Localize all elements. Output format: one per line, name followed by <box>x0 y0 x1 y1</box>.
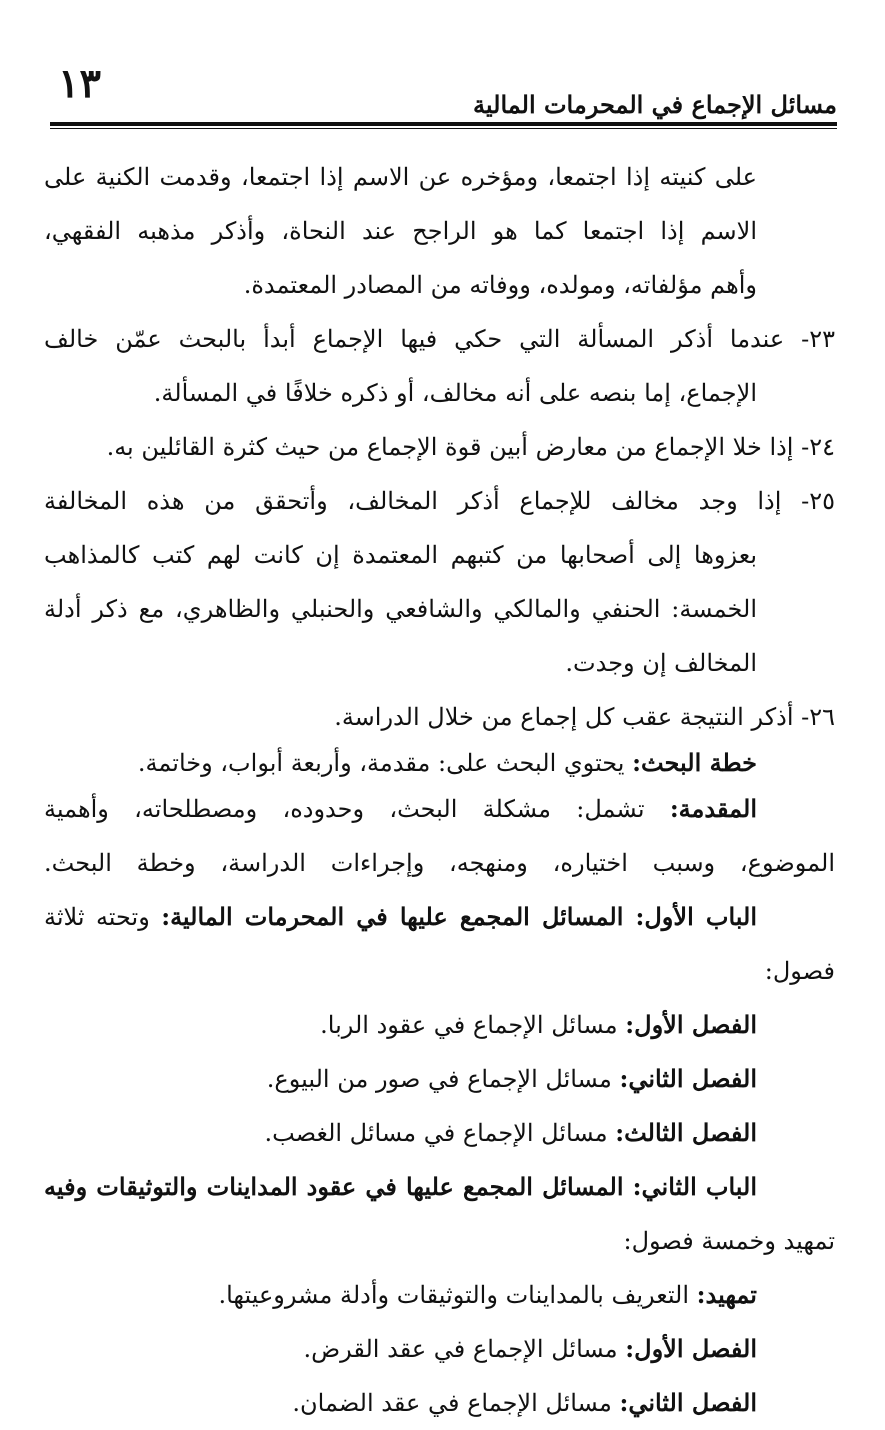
chapter-line <box>44 1322 835 1376</box>
page-number: ١٣ <box>58 60 101 107</box>
chapter-line <box>44 998 835 1052</box>
chapter-label: الفصل الأول: <box>625 1010 757 1039</box>
plan-label: خطة البحث: <box>632 748 757 777</box>
list-item-23: ٢٣- عندما أذكر المسألة التي حكي فيها الإجماع أبدأ بالبحث عمّن خالف <box>44 325 835 353</box>
part-one-line <box>44 890 835 944</box>
chapter-label: الفصل الأول: <box>625 1334 757 1363</box>
text-line: على كنيته إذا اجتمعا، ومؤخره عن الاسم إذا اجتمعا، وقدمت الكنية على <box>44 163 757 191</box>
chapter-label: الفصل الثالث: <box>615 1118 757 1147</box>
chapter-text: مسائل الإجماع في عقد القرض. <box>303 1335 626 1363</box>
plan-text: يحتوي البحث على: مقدمة، وأربعة أبواب، وخاتمة. <box>137 749 633 777</box>
text-line: تمهيد وخمسة فصول: <box>623 1227 835 1255</box>
list-item-26: ٢٦- أذكر النتيجة عقب كل إجماع من خلال الدراسة. <box>334 703 835 731</box>
running-title: مسائل الإجماع في المحرمات المالية <box>473 90 837 119</box>
text-line: الإجماع، إما بنصه على أنه مخالف، أو ذكره خلافًا في المسألة. <box>153 379 757 407</box>
header-rule <box>50 122 837 129</box>
chapter-text: مسائل الإجماع في عقد الضمان. <box>292 1389 620 1417</box>
text-line: وأهم مؤلفاته، ومولده، ووفاته من المصادر المعتمدة. <box>243 271 757 299</box>
part-one-label: الباب الأول: المسائل المجمع عليها في المحرمات المالية: <box>161 902 757 931</box>
list-item-24: ٢٤- إذا خلا الإجماع من معارض أبين قوة الإجماع من حيث كثرة القائلين به. <box>106 433 835 461</box>
chapter-line <box>44 1052 835 1106</box>
chapter-text: مسائل الإجماع في مسائل الغصب. <box>264 1119 616 1147</box>
part-two-line <box>44 1160 835 1214</box>
text-line: الموضوع، وسبب اختياره، ومنهجه، وإجراءات الدراسة، وخطة البحث. <box>44 849 835 877</box>
plan-line <box>44 736 835 782</box>
text-line: المخالف إن وجدت. <box>565 649 757 677</box>
intro-text: تشمل: مشكلة البحث، وحدوده، ومصطلحاته، وأهمية <box>44 795 670 823</box>
text-line: الخمسة: الحنفي والمالكي والشافعي والحنبلي والظاهري، مع ذكر أدلة <box>44 595 757 623</box>
part-one-text: وتحته ثلاثة <box>44 903 162 931</box>
text-line: بعزوها إلى أصحابها من كتبهم المعتمدة إن كانت لهم كتب كالمذاهب <box>44 541 757 569</box>
preface-line <box>44 1268 835 1322</box>
body-text <box>44 150 835 1430</box>
intro-label: المقدمة: <box>669 794 757 823</box>
preface-label: تمهيد: <box>696 1280 757 1309</box>
text-line: الاسم إذا اجتمعا كما هو الراجح عند النحاة، وأذكر مذهبه الفقهي، <box>44 217 758 245</box>
chapter-label: الفصل الثاني: <box>619 1064 757 1093</box>
chapter-text: مسائل الإجماع في صور من البيوع. <box>266 1065 620 1093</box>
chapter-label: الفصل الثاني: <box>619 1388 757 1417</box>
preface-text: التعريف بالمداينات والتوثيقات وأدلة مشروعيتها. <box>218 1281 697 1309</box>
chapter-line <box>44 1376 835 1430</box>
list-item-25: ٢٥- إذا وجد مخالف للإجماع أذكر المخالف، وأتحقق من هذه المخالفة <box>44 487 835 515</box>
chapter-text: مسائل الإجماع في عقود الربا. <box>320 1011 626 1039</box>
text-line: فصول: <box>764 957 835 985</box>
intro-line <box>44 782 835 836</box>
chapter-line <box>44 1106 835 1160</box>
part-two-label: الباب الثاني: المسائل المجمع عليها في عقود المداينات والتوثيقات وفيه <box>44 1172 757 1201</box>
